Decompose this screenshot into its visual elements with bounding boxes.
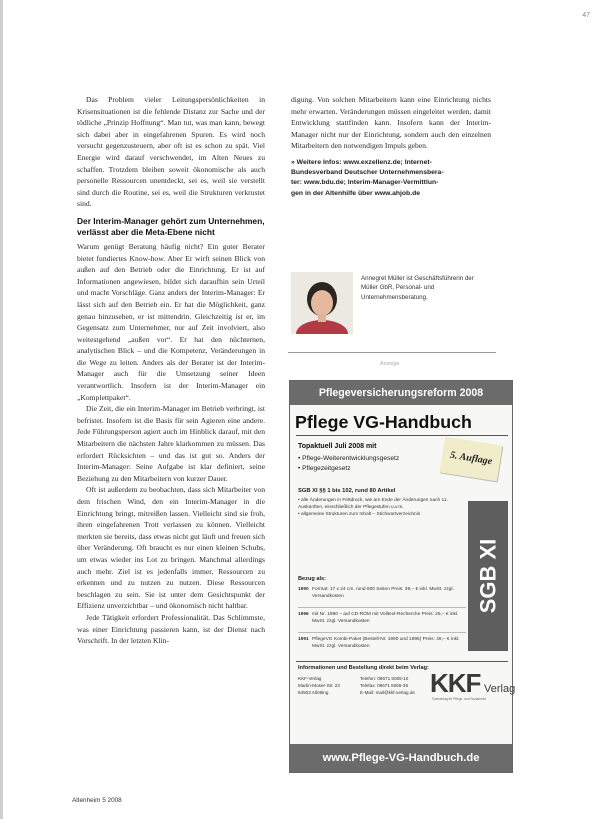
contact-line: Telefon: 08671 5065-10 (360, 676, 409, 681)
ad-top-banner: Pflegeversicherungsreform 2008 (290, 381, 512, 405)
logo-suffix: Verlag (484, 683, 516, 695)
info-link-line: Bundesverband Deutscher Unternehmensbera- (291, 169, 444, 177)
ad-url-link[interactable]: www.Pflege-VG-Handbuch.de (290, 744, 512, 772)
left-paragraph-3: Die Zeit, die ein Interim-Manager im Betrieb verbringt, ist befristet. Insofern ist die Basis für sein Agieren eine andere. Jede Führungsperson agiert auch im Hinblick darauf, mit den Mitarbeitern die nächsten Jahre klarkommen zu müssen. Das erfordert Rücksichten – und das ist gut so. Anders der Interim-Manager: Seine Aufgabe ist klar definiert, seine Beziehung zu den Mitarbeitern von kurzer Dauer. (77, 404, 265, 483)
order-label: Informationen und Bestellung direkt beim Verlag: (298, 665, 429, 671)
author-box (291, 272, 491, 334)
offer-number: 1996 (298, 612, 309, 617)
offer-rule (298, 632, 466, 633)
left-paragraph-2: Warum genügt Beratung häufig nicht? Ein guter Berater bietet fundiertes Know-how. Aber Er wirft seinen Blick von außen auf den Betrieb oder die Einrichtung. Er ist auf Informationen angewiesen, bildet sich daraufhin sein Urteil und macht Vorschläge. Ganz anders der Interim-Manager: Er lässt sich auf den Betrieb ein. Er hat die Möglichkeit, ganz genau hinzusehen, er ist mittendrin. Gleichzeitig ist er, im Gegensatz zum Unternehmer, nur auf Zeit involviert, also weitestgehend „außen vor“. Er hat den nüchternen, analytischen Blick – und die Kompetenz, Veränderungen in die Wege zu leiten. Anders als der Berater ist der Interim-Manager auch für die Umsetzung seiner Ideen verantwortlich. Insofern ist der Interim-Manager ein „Komplettpaket“. (77, 241, 265, 402)
logo-main: KKF (430, 668, 481, 698)
logo-tagline: Fachverlag für Pflege- und Sozialrecht (432, 697, 487, 701)
right-column (291, 94, 491, 199)
offer-rule (298, 607, 466, 608)
sgb-bar-label (468, 501, 508, 651)
author-photo (291, 272, 353, 334)
page-edge (0, 0, 3, 819)
ad-bullet: • Pflege-Weiterentwicklungsgesetz (298, 455, 400, 462)
ad-divider (296, 435, 508, 436)
offer-number: 1991 (298, 637, 309, 642)
sgb-bullet: • alle Änderungen in Fettdruck, wie am Ende der Änderungen nach 11. Auskünften, einschließlich der Pflegestufen u.v.m. (298, 498, 448, 511)
ad-bullets (298, 454, 399, 473)
left-paragraph-5: Jede Tätigkeit erfordert Professionalität. Das Schlimmste, was einer Einrichtung passieren kann, ist der Dienst nach Vorschrift. In der letzten Klin- (77, 612, 265, 646)
ad-bullet: • Pflegezeitgesetz (298, 464, 351, 472)
page-number: 47 (582, 12, 590, 19)
sgb-bullet: • allgemeine Strukturen zum Inhalt – Stichwortverzeichnis (298, 512, 421, 518)
address-line: 84503 Altötting (298, 690, 329, 695)
publisher-contact (360, 675, 440, 696)
author-bio: Annegret Müller ist Geschäftsführerin der Müller GbR, Personal- und Unternehmensberatung. (361, 275, 474, 301)
ad-title: Pflege VG-Handbuch (295, 412, 472, 432)
offer-text: Format: 17 x 24 cm, rund 800 Seiten Preis: 39,– € inkl. MwSt. zzgl. Versandkosten (312, 587, 454, 599)
contact-line: E-Mail: mail@kkf-verlag.de (360, 690, 415, 695)
address-line: Martin-Moser-Str. 23 (298, 683, 340, 688)
left-paragraph-4: Oft ist außerdem zu beobachten, dass sich Mitarbeiter von dem frischen Wind, den ein Interim-Manager in die Einrichtung bringt, mitreißen lassen. Vielleicht sind sie froh, ihren eingefahrenen Trott verlassen zu können. Vielleicht merkten sie bereits, dass etwas nicht gut läuft und freuen sich über Veränderung. Oft braucht es nur einen kleinen Schubs, um etwas wieder ins Lot zu bringen. Manchmal allerdings auch mehr. Ziel ist es jedenfalls immer, Ressourcen zu erkennen und zu nutzen zu nutzen. Diese Ressourcen beschlagen zu sein. Sie ist unter dem Gesichtspunkt der Effizienz unverzichtbar – und ökonomisch nicht haltbar. (77, 485, 265, 611)
divider (288, 352, 496, 353)
left-column (77, 94, 265, 647)
kkf-logo (430, 668, 516, 703)
ad-label: Anzeige (380, 361, 400, 367)
subheading: Der Interim-Manager gehört zum Unternehmen, verlässt aber die Meta-Ebene nicht (77, 215, 265, 237)
left-paragraph-1: Das Problem vieler Leitungspersönlichkeiten in Krisensituationen ist die fehlende Distanz zur Sache und der tödliche „Prinzip Hoffnung“. Man tut, was man kann, bewegt sich dabei aber in eingefahrenen Spuren. Es wird noch versucht gegenzusteuern, aber oft ist es schon zu spät. Viel Energie wird darauf verschwendet, im Alten Neues zu schaffen. Trotzdem bleiben soweit ökonomische als auch personelle Ressourcen unentdeckt, sei es, weil sie verstellt sind durch die Routine, sei es, weil die Strukturen verkrustet sind. (77, 95, 265, 209)
info-links (291, 158, 491, 199)
offer-number: 1990 (298, 587, 309, 592)
info-link-line: » Weitere Infos: www.exzellenz.de; Internet- (291, 158, 432, 166)
offer-text: mit Nr. 1990 – auf CD-ROM mit Volltext-Recherche Preis: 25,– € inkl. MwSt. zzgl. Versandkosten (312, 612, 459, 624)
edition-stamp: 5. Auflage (440, 437, 503, 482)
contact-line: Telefax: 08671 5065-35 (360, 683, 409, 688)
offer-text: PflegeVG Kombi-Paket (Bestell-Nr. 1990 und 1996) Preis: 49,– € inkl. MwSt. zzgl. Versandkosten (312, 637, 460, 649)
bezug-label: Bezug als: (298, 576, 326, 582)
address-line: KKF-Verlag (298, 676, 322, 681)
sgb-bullets (298, 497, 448, 519)
page-footer: Altenheim 5 2008 (72, 797, 122, 804)
info-link-line: gen in der Altenhilfe über www.ahjob.de (291, 189, 421, 197)
ad-subtitle: Topaktuell Juli 2008 mit (298, 443, 377, 450)
advertisement[interactable] (289, 380, 516, 773)
sgb-bar-text: SGB XI (475, 538, 501, 614)
ad-divider (296, 661, 508, 662)
right-paragraph-1: digung. Von solchen Mitarbeitern kann eine Einrichtung nichts mehr erwarten. Veränderungen müssen eingeleitet werden, damit Entwicklung stattfinden kann. Insofern kann der Interim-Manager nicht nur der Einrichtung, sondern auch den einzelnen Mitarbeitern den notwendigen Impuls geben. (291, 95, 491, 151)
info-link-line: ter: www.bdu.de; Interim-Manager-Vermittlun- (291, 179, 439, 187)
sgb-title: SGB XI §§ 1 bis 102, rund 80 Artikel (298, 488, 396, 494)
